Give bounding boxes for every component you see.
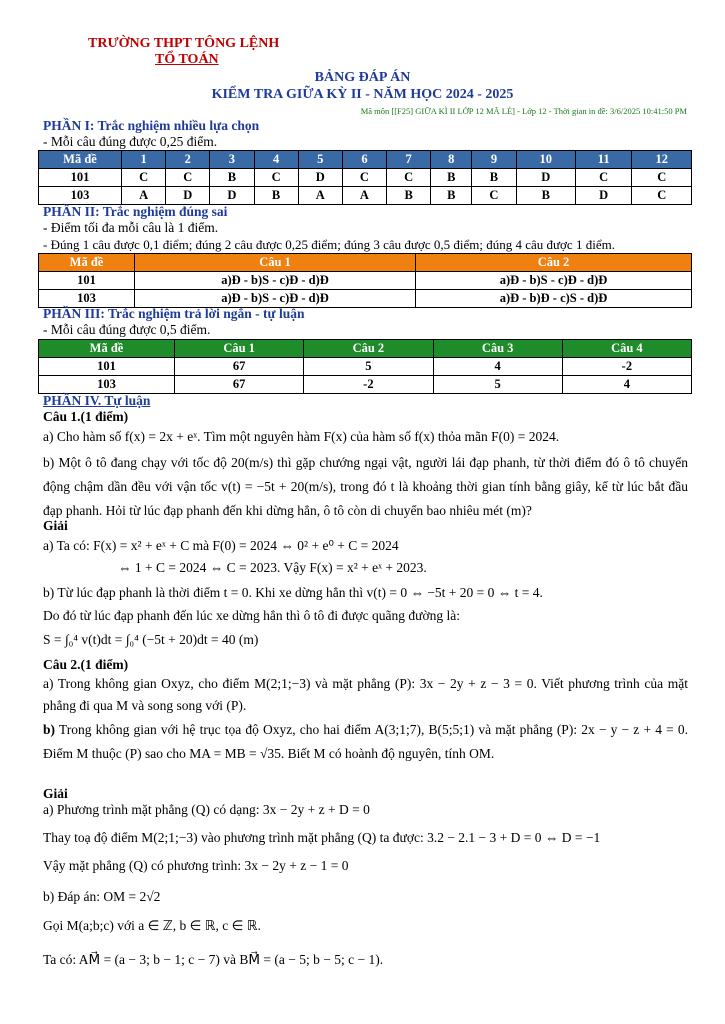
solution2-a-line3: Vậy mặt phẳng (Q) có phương trình: 3x − 2y + z − 1 = 0 [43, 858, 349, 873]
table-cell: C [632, 187, 692, 205]
table-cell: 4 [562, 376, 691, 394]
solution2-b-line3: Ta có: AM⃗ = (a − 3; b − 1; c − 7) và BM⃗ = (a − 5; b − 5; c − 1). [43, 952, 384, 967]
part1-title: PHẦN I: Trắc nghiệm nhiều lựa chọn [43, 118, 260, 133]
table-header: 12 [632, 151, 692, 169]
table-cell: C [472, 187, 516, 205]
part3-header-row [39, 340, 692, 358]
table-cell: 101 [39, 169, 122, 187]
part3-title: PHẦN III: Trắc nghiệm trả lời ngắn - tự luận [43, 306, 305, 321]
table-header: Câu 4 [562, 340, 691, 358]
table-header: Mã đề [39, 254, 135, 272]
part2-note-2: - Đúng 1 câu được 0,1 điểm; đúng 2 câu được 0,25 điểm; đúng 3 câu được 0,5 điểm; đúng 4 câu được 1 điểm. [43, 237, 615, 252]
table-header: 8 [431, 151, 472, 169]
solution2-a-line2: Thay toạ độ điểm M(2;1;−3) vào phương trình mặt phẳng (Q) ta được: 3.2 − 2.1 − 3 + D = 0 ⇔ D = −1 [43, 830, 601, 845]
table-cell: C [166, 169, 210, 187]
table-header: 6 [342, 151, 386, 169]
table-cell: 101 [39, 272, 135, 290]
table-header: 5 [298, 151, 342, 169]
question2-b-text: Trong không gian với hệ trục tọa độ Oxyz, cho hai điểm A(3;1;7), B(5;5;1) và mặt phẳng (P): 2x − y − z + 4 = 0. Điểm M thuộc (P) sao cho MA = MB = √35. Biết M có hoành độ nguyên, tính OM. [43, 722, 688, 761]
table-cell: -2 [562, 358, 691, 376]
solution1-b-integral: S = ∫₀⁴ v(t)dt = ∫₀⁴ (−5t + 20)dt = 40 (m) [43, 632, 259, 647]
table-row [39, 358, 692, 376]
question1-title: Câu 1.(1 điểm) [43, 409, 129, 424]
part4-title: PHẦN IV. Tự luận [43, 393, 151, 408]
table-header: 7 [387, 151, 431, 169]
table-cell: A [342, 187, 386, 205]
table-cell: 103 [39, 290, 135, 308]
part2-header-row [39, 254, 692, 272]
table-cell: C [575, 169, 631, 187]
document-title: BẢNG ĐÁP ÁN [314, 70, 411, 85]
solution1-a-line1: a) Ta có: F(x) = x² + eˣ + C mà F(0) = 2024 ⇔ 0² + e⁰ + C = 2024 [43, 538, 399, 553]
table-header: Câu 2 [304, 340, 433, 358]
table-row [39, 376, 692, 394]
school-name: TRƯỜNG THPT TÔNG LỆNH [88, 36, 280, 51]
table-cell: B [210, 169, 254, 187]
table-header: 9 [472, 151, 516, 169]
table-header: Câu 1 [135, 254, 416, 272]
solution2-b-answer: b) Đáp án: OM = 2√2 [43, 889, 161, 904]
table-cell: D [516, 169, 575, 187]
table-cell: C [387, 169, 431, 187]
table-header: Câu 3 [433, 340, 562, 358]
table-cell: B [431, 169, 472, 187]
table-header: Câu 2 [416, 254, 692, 272]
table-cell: a)Đ - b)S - c)Đ - d)Đ [135, 272, 416, 290]
table-header: 10 [516, 151, 575, 169]
part3-note: - Mỗi câu đúng được 0,5 điểm. [43, 322, 211, 337]
table-cell: B [516, 187, 575, 205]
solution2-label: Giải [43, 786, 68, 801]
table-cell: 67 [175, 358, 304, 376]
table-header: Mã đề [39, 151, 122, 169]
table-cell: a)Đ - b)S - c)Đ - d)Đ [135, 290, 416, 308]
question2-b [43, 718, 688, 766]
table-cell: -2 [304, 376, 433, 394]
table-header: 2 [166, 151, 210, 169]
department-name: TỔ TOÁN [155, 52, 219, 67]
table-cell: D [210, 187, 254, 205]
table-cell: D [166, 187, 210, 205]
table-header: Mã đề [39, 340, 175, 358]
table-cell: C [254, 169, 298, 187]
solution1-b-line2: Do đó từ lúc đạp phanh đến lúc xe dừng hẳn thì ô tô đi được quãng đường là: [43, 608, 460, 623]
table-cell: a)Đ - b)Đ - c)S - d)Đ [416, 290, 692, 308]
solution2-b-line2: Gọi M(a;b;c) với a ∈ ℤ, b ∈ ℝ, c ∈ ℝ. [43, 918, 261, 933]
part2-table [38, 253, 692, 308]
table-cell: D [298, 169, 342, 187]
solution1-a-line2: ⇔ 1 + C = 2024 ⇔ C = 2023. Vậy F(x) = x² + eˣ + 2023. [118, 560, 427, 575]
document-subtitle: KIỂM TRA GIỮA KỲ II - NĂM HỌC 2024 - 2025 [211, 87, 514, 102]
solution2-a-line1: a) Phương trình mặt phẳng (Q) có dạng: 3x − 2y + z + D = 0 [43, 802, 370, 817]
table-cell: D [575, 187, 631, 205]
table-cell: 101 [39, 358, 175, 376]
table-cell: a)Đ - b)S - c)Đ - d)Đ [416, 272, 692, 290]
part2-note-1: - Điểm tối đa mỗi câu là 1 điểm. [43, 220, 219, 235]
table-row [39, 169, 692, 187]
table-cell: C [632, 169, 692, 187]
table-cell: B [472, 169, 516, 187]
table-cell: B [387, 187, 431, 205]
question1-a: a) Cho hàm số f(x) = 2x + eˣ. Tìm một nguyên hàm F(x) của hàm số f(x) thỏa mãn F(0) = 2024. [43, 429, 560, 444]
table-cell: A [122, 187, 166, 205]
table-row [39, 272, 692, 290]
table-cell: 5 [433, 376, 562, 394]
table-cell: C [342, 169, 386, 187]
table-header: 4 [254, 151, 298, 169]
question2-a: a) Trong không gian Oxyz, cho điểm M(2;1;−3) và mặt phẳng (P): 3x − 2y + z − 3 = 0. Viết phương trình của mặt phẳng đi qua M và song song với (P). [43, 676, 688, 713]
table-header: 11 [575, 151, 631, 169]
table-row [39, 187, 692, 205]
part2-title: PHẦN II: Trắc nghiệm đúng sai [43, 204, 228, 219]
exam-meta: Mã môn [[F25] GIỮA KÌ II LỚP 12 MÃ LẺ] - Lớp 12 - Thời gian in đề: 3/6/2025 10:41:50 PM [360, 106, 687, 116]
table-cell: 67 [175, 376, 304, 394]
table-cell: 5 [304, 358, 433, 376]
question1-b: b) Một ô tô đang chạy với tốc độ 20(m/s) thì gặp chướng ngại vật, người lái đạp phanh, từ thời điểm đó ô tô chuyển động chậm dần đều với vận tốc v(t) = −5t + 20(m/s), trong đó t là khoảng thời gian tính bằng giây, kể từ lúc bắt đầu đạp phanh. Hỏi từ lúc đạp phanh đến khi dừng hẳn, ô tô còn di chuyển bao nhiêu mét (m)? [43, 455, 688, 518]
solution1-label: Giải [43, 518, 68, 533]
question2-b-label: b) [43, 722, 56, 737]
table-cell: B [431, 187, 472, 205]
table-cell: 4 [433, 358, 562, 376]
table-cell: B [254, 187, 298, 205]
part1-table [38, 150, 692, 205]
question2-title: Câu 2.(1 điểm) [43, 657, 129, 672]
table-header: Câu 1 [175, 340, 304, 358]
table-header: 1 [122, 151, 166, 169]
table-row [39, 290, 692, 308]
part1-note: - Mỗi câu đúng được 0,25 điểm. [43, 134, 218, 149]
part1-header-row [39, 151, 692, 169]
part3-table [38, 339, 692, 394]
table-header: 3 [210, 151, 254, 169]
solution1-b-line1: b) Từ lúc đạp phanh là thời điểm t = 0. Khi xe dừng hẳn thì v(t) = 0 ⇔ −5t + 20 = 0 ⇔ t = 4. [43, 585, 543, 600]
table-cell: 103 [39, 376, 175, 394]
table-cell: 103 [39, 187, 122, 205]
table-cell: A [298, 187, 342, 205]
table-cell: C [122, 169, 166, 187]
